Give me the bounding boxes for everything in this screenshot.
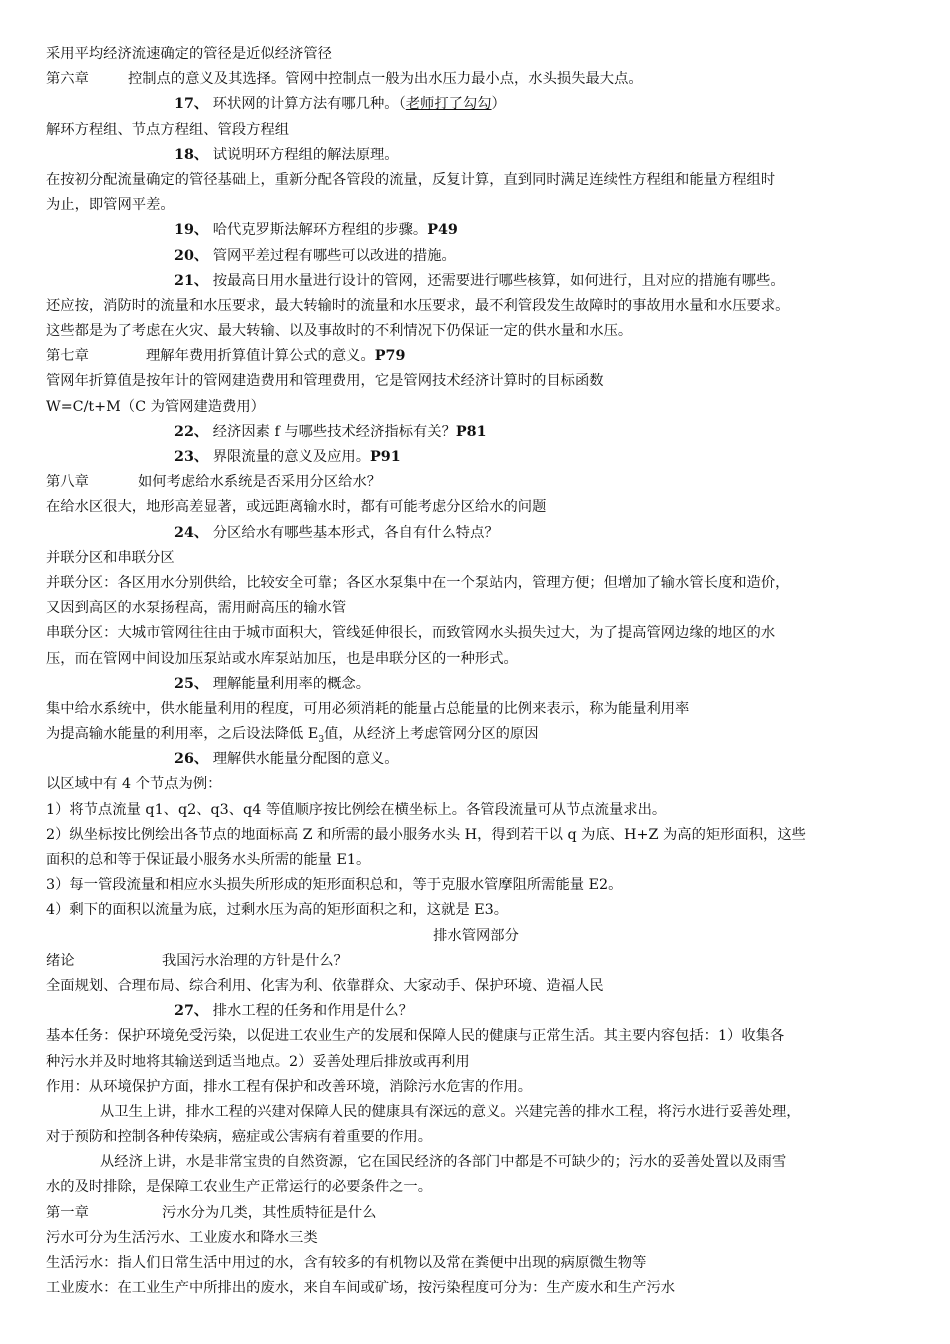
answer-line: 3）每一管段流量和相应水头损失所形成的矩形面积总和，等于克服水管摩阻所需能量 E2。 (46, 877, 623, 894)
answer-line: 对于预防和控制各种传染病，癌症或公害病有着重要的作用。 (46, 1129, 433, 1146)
answer-line: 从卫生上讲，排水工程的兴建对保障人民的健康具有深远的意义。兴建完善的排水工程，将污水进行妥善处理， (100, 1103, 801, 1120)
question-18: 18、 试说明环方程组的解法原理。 (174, 146, 399, 163)
question-22: 22、 经济因素 f 与哪些技术经济指标有关？P81 (174, 423, 487, 440)
answer-line: 基本任务：保护环境免受污染，以促进工农业生产的发展和保障人民的健康与正常生活。其主要内容包括：1）收集各 (46, 1028, 785, 1045)
question-26: 26、 理解供水能量分配图的意义。 (174, 751, 399, 768)
chapter-heading: 绪论 我国污水治理的方针是什么？ (46, 952, 348, 969)
answer-line: 2）纵坐标按比例绘出各节点的地面标高 Z 和所需的最小服务水头 H，得到若干以 q 为底、H+Z 为高的矩形面积，这些 (46, 826, 806, 843)
answer-line: 全面规划、合理布局、综合利用、化害为利、依靠群众、大家动手、保护环境、造福人民 (46, 977, 604, 994)
answer-line: 生活污水：指人们日常生活中用过的水，含有较多的有机物以及常在粪便中出现的病原微生物等 (46, 1255, 647, 1271)
answer-line: 并联分区：各区用水分别供给，比较安全可靠；各区水泵集中在一个泵站内，管理方便；但增加了输水管长度和造价， (46, 574, 790, 591)
question-19: 19、 哈代克罗斯法解环方程组的步骤。P49 (174, 222, 458, 239)
answer-line: 工业废水：在工业生产中所排出的废水，来自车间或矿场，按污染程度可分为：生产废水和生产污水 (46, 1280, 676, 1297)
text-line: 采用平均经济流速确定的管径是近似经济管径 (46, 46, 332, 62)
answer-line: 从经济上讲，水是非常宝贵的自然资源，它在国民经济的各部门中都是不可缺少的；污水的妥善处置以及雨雪 (100, 1154, 787, 1171)
answer-line: 管网年折算值是按年计的管网建造费用和管理费用，它是管网技术经济计算时的目标函数 (46, 373, 604, 390)
chapter-heading: 第八章 如何考虑给水系统是否采用分区给水？ (46, 474, 382, 491)
answer-line: 4）剩下的面积以流量为底，过剩水压为高的矩形面积之和，这就是 E3。 (46, 902, 509, 919)
answer-line: 污水可分为生活污水、工业废水和降水三类 (46, 1229, 318, 1246)
question-20: 20、 管网平差过程有哪些可以改进的措施。 (174, 247, 456, 264)
question-17: 17、 环状网的计算方法有哪几种。（老师打了勾勾） (174, 96, 506, 113)
answer-line: 为止，即管网平差。 (46, 197, 175, 214)
answer-line: 这些都是为了考虑在火灾、最大转输、以及事故时的不利情况下仍保证一定的供水量和水压。 (46, 323, 633, 340)
answer-line: 种污水并及时地将其输送到适当地点。2）妥善处理后排放或再利用 (46, 1053, 470, 1070)
chapter-heading: 第一章 污水分为几类，其性质特征是什么 (46, 1204, 377, 1221)
question-25: 25、 理解能量利用率的概念。 (174, 675, 371, 692)
chapter-heading: 第七章 理解年费用折算值计算公式的意义。P79 (46, 348, 406, 365)
chapter-heading: 第六章 控制点的意义及其选择。管网中控制点一般为出水压力最小点，水头损失最大点。 (46, 71, 643, 88)
answer-line: 解环方程组、节点方程组、管段方程组 (46, 121, 290, 138)
page-ref: P79 (374, 348, 406, 365)
answer-line: 为提高输水能量的利用率，之后设法降低 $E_3$值，从经济上考虑管网分区的原因 (46, 726, 539, 745)
section-title: 排水管网部分 (433, 927, 519, 944)
answer-line: 串联分区：大城市管网往往由于城市面积大，管线延伸很长，而致管网水头损失过大，为了提高管网边缘的地区的水 (46, 625, 776, 642)
formula-line: W=C/t+M（C 为管网建造费用） (46, 398, 265, 415)
question-27: 27、 排水工程的任务和作用是什么？ (174, 1003, 413, 1020)
answer-line: 又因到高区的水泵扬程高，需用耐高压的输水管 (46, 600, 347, 617)
page-ref: P49 (427, 222, 458, 239)
question-21: 21、 按最高日用水量进行设计的管网，还需要进行哪些核算，如何进行，且对应的措施有哪些。 (174, 272, 785, 289)
answer-line: 水的及时排除，是保障工农业生产正常运行的必要条件之一。 (46, 1179, 433, 1196)
page-ref: P81 (455, 423, 487, 440)
answer-line: 在按初分配流量确定的管径基础上，重新分配各管段的流量，反复计算，直到同时满足连续性方程组和能量方程组时 (46, 171, 776, 188)
question-24: 24、 分区给水有哪些基本形式，各自有什么特点？ (174, 524, 499, 541)
answer-line: 面积的总和等于保证最小服务水头所需的能量 E1。 (46, 852, 371, 868)
answer-line: 以区域中有 4 个节点为例： (46, 776, 222, 793)
answer-line: 压，而在管网中间设加压泵站或水库泵站加压，也是串联分区的一种形式。 (46, 650, 518, 667)
question-23: 23、 界限流量的意义及应用。P91 (174, 449, 401, 465)
answer-line: 还应按，消防时的流量和水压要求，最大转输时的流量和水压要求，最不利管段发生故障时的事故用水量和水压要求。 (46, 297, 790, 314)
answer-line: 集中给水系统中，供水能量利用的程度，可用必须消耗的能量占总能量的比例来表示，称为能量利用率 (46, 700, 690, 717)
answer-line: 作用：从环境保护方面，排水工程有保护和改善环境，消除污水危害的作用。 (46, 1078, 533, 1095)
answer-line: 1）将节点流量 q1、q2、q3、q4 等值顺序按比例绘在横坐标上。各管段流量可从节点流量求出。 (46, 801, 667, 818)
page-ref: P91 (370, 449, 401, 465)
answer-line: 并联分区和串联分区 (46, 549, 175, 566)
answer-line: 在给水区很大，地形高差显著，或远距离输水时，都有可能考虑分区给水的问题 (46, 499, 547, 516)
teacher-note: 老师打了勾勾 (405, 96, 492, 113)
